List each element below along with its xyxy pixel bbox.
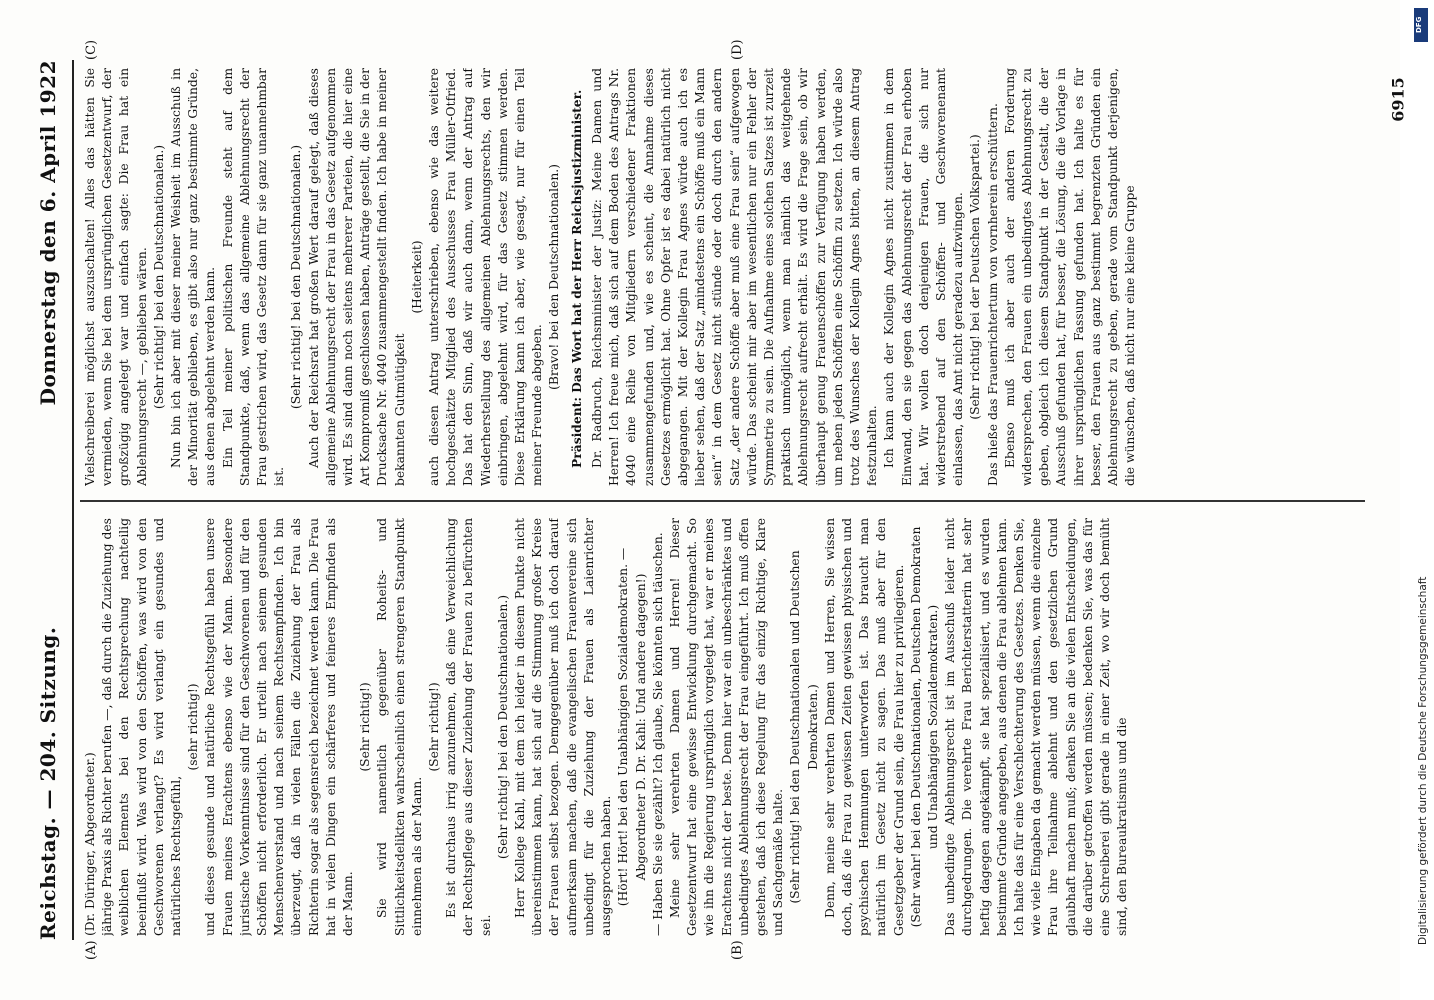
right-column-paragraph: Ebenso muß ich aber auch der anderen Forderung widersprechen, den Frauen ein unbedingtes Ablehnungsrecht zu geben, obgleich ich diesem Standpunkt in der Gestalt, die der Ausschuß gefunden hat, für besser, die Lösung, die die Vorlage in ihrer ursprünglichen Fassung gefunden hat. Ich halte es für besser, den Frauen aus ganz bestimmt begrenzten Gründen ein Ablehnungsrecht zu geben, gerade vom Standpunkt derjenigen, die wünschen, daß nicht nur eine kleine Gruppe (1002, 68, 1138, 486)
page-number: 6915 (1388, 77, 1408, 122)
right-column-paragraph: Das hieße das Frauenrichtertum von vornherein erschüttern. (985, 103, 1000, 486)
right-column-paragraph: Nun bin ich aber mit dieser meiner Weisheit im Ausschuß in der Minorität geblieben, es gibt also nur ganz bestimmte Gründe, aus denen abgelehnt werden kann. (169, 68, 218, 486)
left-column-paragraph: (Sehr richtig! bei den Deutschnationalen.) (495, 594, 510, 860)
left-column-paragraph: (Sehr richtig!) (358, 682, 373, 772)
right-column-paragraph: Auch der Reichsrat hat großen Wert darauf gelegt, daß dieses allgemeine Ablehnungsrecht der Frau in das Gesetz aufgenommen wird. Es sind dann noch seitens mehrerer Parteien, die hier eine Art Kompromiß geschlossen haben, Anträge gestellt, die Sie in der Drucksache Nr. 4040 zusammengestellt finden. Ich habe in meiner bekannten Gutmütigkeit (306, 68, 407, 486)
left-column-paragraph: und dieses gesunde und natürliche Rechtsgefühl haben unsere Frauen meines Erachtens ebenso wie der Mann. Besondere juristische Vorkenntnisse sind für den Geschworenen und für den Schöffen nicht erforderlich. Er urteilt nach seinem gesunden Menschenverstand und nach seinem Rechtsempfinden. Ich bin überzeugt, daß in vielen Fällen die Zuziehung der Frau als Richterin sogar als segensreich bezeichnet werden kann. Die Frau hat in vielen Dingen ein schärferes und feineres Empfinden als der Mann. (203, 518, 356, 936)
right-column-paragraph: (Heiterkeit) (409, 240, 424, 314)
right-column-paragraph: (Sehr richtig! bei der Deutschen Volkspartei.) (968, 134, 983, 420)
left-column-paragraph: (Sehr richtig!) (427, 682, 442, 772)
left-column-paragraph: (sehr richtig!) (186, 683, 201, 771)
header-left: Reichstag. — 204. Sitzung. (36, 626, 60, 940)
page-header (36, 60, 70, 940)
left-column-paragraph: Das unbedingte Ablehnungsrecht ist im Ausschuß leider nicht durchgedrungen. Die verehrte Frau Berichterstatterin hat sehr heftig dagegen angekämpft, sie hat spezialisiert, und es wurden bestimmte Gründe angegeben, aus denen die Frau ablehnen kann. Ich halte das für eine Verschlechterung des Gesetzes. Denken Sie, wie viele Eingaben da gemacht werden müssen, wenn die einzelne Frau ihre Teilnahme ablehnt und den gesetzlichen Grund glaubhaft machen muß; denken Sie an die vielen Entscheidungen, die darüber getroffen werden müssen; bedenken Sie, was das für eine Schreiberei gibt gerade in einer Zeit, wo wir doch bemüht sind, den Bureaukratismus und die (943, 518, 1130, 936)
left-column-paragraph: Denn, meine sehr verehrten Damen und Herren, Sie wissen doch, daß die Frau zu gewissen Zeiten gewissen physischen und psychischen Hemmungen unterworfen ist. Das braucht man natürlich im Gesetz nicht zu sagen. Das muß aber für den Gesetzgeber der Grund sein, die Frau hier zu privilegieren. (822, 518, 906, 936)
header-rule (72, 60, 74, 940)
side-note: Digitalisierung gefördert durch die Deutsche Forschungsgemeinschaft (1417, 576, 1429, 945)
header-right: Donnerstag den 6. April 1922 (36, 60, 60, 406)
left-column-paragraph: — Haben Sie sie gezählt? Ich glaube, Sie könnten sich täuschen. (650, 532, 665, 936)
left-column (82, 518, 1362, 936)
right-column-paragraph: (Bravo! bei den Deutschnationalen.) (547, 164, 562, 390)
right-column-paragraph: Dr. Radbruch, Reichsminister der Justiz: Meine Damen und Herren! Ich freue mich, daß sich auf dem Boden des Antrags Nr. 4040 eine Reihe von Mitgliedern verschiedener Fraktionen zusammengefunden und, wie es scheint, die Annahme dieses Gesetzes ermöglicht hat. Ohne Opfer ist es dabei natürlich nicht abgegangen. Mit der Kollegin Frau Agnes würde auch ich es lieber sehen, daß der Satz „mindestens ein Schöffe muß ein Mann sein“ in dem Gesetz nicht stünde oder doch durch den andern Satz „der andere Schöffe aber muß eine Frau sein“ aufgewogen würde. Das scheint mir aber im wesentlichen nur ein Fehler der Symmetrie zu sein. Die Aufnahme eines solchen Satzes ist zurzeit praktisch unmöglich, wenn man nämlich das weitgehende Ablehnungsrecht aufrecht erhält. Es wird die Frage sein, ob wir überhaupt genug Frauenschöffen zur Verfügung haben werden, um neben jeden Schöffen eine Schöffin zu setzen. Ich würde also trotz des Wunsches der Kollegin Agnes bitten, an diesem Antrag festzuhalten. (589, 68, 880, 486)
left-column-paragraph: Sie wird namentlich gegenüber Roheits- und Sittlichkeitsdelikten wahrscheinlich einen strengeren Standpunkt einnehmen als der Mann. (375, 518, 424, 936)
left-column-paragraph: (Dr. Düringer, Abgeordneter.) (83, 752, 97, 936)
right-column-paragraph: auch diesen Antrag unterschrieben, ebenso wie das weitere hochgeschätzte Mitglied des Ausschusses Frau Müller-Otfried. Das hat den Sinn, daß wir auch dann, wenn der Antrag auf Wiederherstellung des allgemeinen Ablehnungsrechts, den wir einbringen, abgelehnt wird, für das Gesetz stimmen werden. Diese Erklärung kann ich aber, wie gesagt, nur für einen Teil meiner Freunde abgeben. (427, 68, 545, 486)
marker-b: (B) (730, 940, 745, 960)
left-column-paragraph: (Sehr wahr! bei den Deutschnationalen, Deutschen Demokraten und Unabhängigen Sozialdemokraten.) (908, 526, 940, 928)
side-note-strip (1414, 48, 1432, 948)
left-column-paragraph: Meine sehr verehrten Damen und Herren! Dieser Gesetzentwurf hat eine gewisse Entwicklung durchgemacht. So wie ihn die Regierung ursprünglich vorgelegt hat, war er meines Erachtens nicht der beste. Denn hier war ein unbeschränktes und unbedingtes Ablehnungsrecht der Frau eingeführt. Ich muß offen gestehen, daß ich diese Regelung für das einzig Richtige, Klare und Sachgemäße halte. (667, 518, 786, 936)
right-column-paragraph: (Sehr richtig! bei den Deutschnationalen.) (151, 144, 166, 410)
marker-d: (D) (730, 39, 745, 60)
right-margin (1390, 0, 1414, 1000)
left-column-paragraph: Herr Kollege Kahl, mit dem ich leider in diesem Punkte nicht übereinstimmen kann, hat sich auf die Stimmung großer Kreise der Frauen selbst bezogen. Demgegenüber muß ich doch darauf aufmerksam machen, daß die evangelischen Frauenvereine sich unbedingt für die Zuziehung der Frauen als Laienrichter ausgesprochen haben. (513, 518, 614, 936)
right-column-paragraph: Ich kann auch der Kollegin Agnes nicht zustimmen in dem Einwand, den sie gegen das Ablehnungsrecht der Frau erhoben hat. Wir wollen doch denjenigen Frauen, die sich nur widerstrebend auf den Schöffen- und Geschworenenamt einlassen, das Amt nicht geradezu aufzwingen. (882, 68, 966, 486)
left-column-paragraph: (Sehr richtig! bei den Deutschnationalen und Deutschen Demokraten.) (788, 550, 820, 904)
column-divider (80, 500, 1365, 502)
left-column-paragraph: Es ist durchaus irrig anzunehmen, daß eine Verweichlichung der Rechtspflege aus dieser Zuziehung der Frauen zu befürchten sei. (444, 518, 493, 936)
dfg-logo (1414, 8, 1428, 42)
right-column (82, 68, 1362, 486)
left-column-paragraph: jährige Praxis als Richter berufen —, daß durch die Zuziehung des weiblichen Elements bei den Rechtsprechung nachteilig beeinflußt wird. Was wird von den Schöffen, was wird von den Geschworenen verlangt? Es wird verlangt ein gesundes und natürliches Rechtsgefühl, (100, 518, 184, 936)
right-column-paragraph: Vielschreiberei möglichst auszuschalten! Alles das hätten Sie vermieden, wenn Sie bei dem ursprünglichen Gesetzentwurf, der großzügig angelegt war und einfach sagte: Die Frau hat ein Ablehnungsrecht —, geblieben wären. (83, 68, 149, 486)
right-column-paragraph: Ein Teil meiner politischen Freunde steht auf dem Standpunkte, daß, wenn das allgemeine Ablehnungsrecht der Frau gestrichen wird, das Gesetz dann für sie ganz unannehmbar ist. (220, 68, 287, 486)
marker-a: (A) (84, 940, 99, 960)
dfg-logo-text: DFG (1415, 16, 1423, 33)
right-column-paragraph: (Sehr richtig! bei den Deutschnationalen.) (289, 144, 304, 410)
left-column-paragraph: (Hört! Hört! bei den Unabhängigen Sozialdemokraten. — Abgeordneter D. Dr. Kahl: Und andere dagegen!) (616, 547, 648, 907)
right-column-paragraph: Präsident: Das Wort hat der Herr Reichsjustizminister. (568, 89, 584, 468)
page-number-strip (1388, 60, 1408, 140)
marker-c: (C) (84, 39, 99, 60)
